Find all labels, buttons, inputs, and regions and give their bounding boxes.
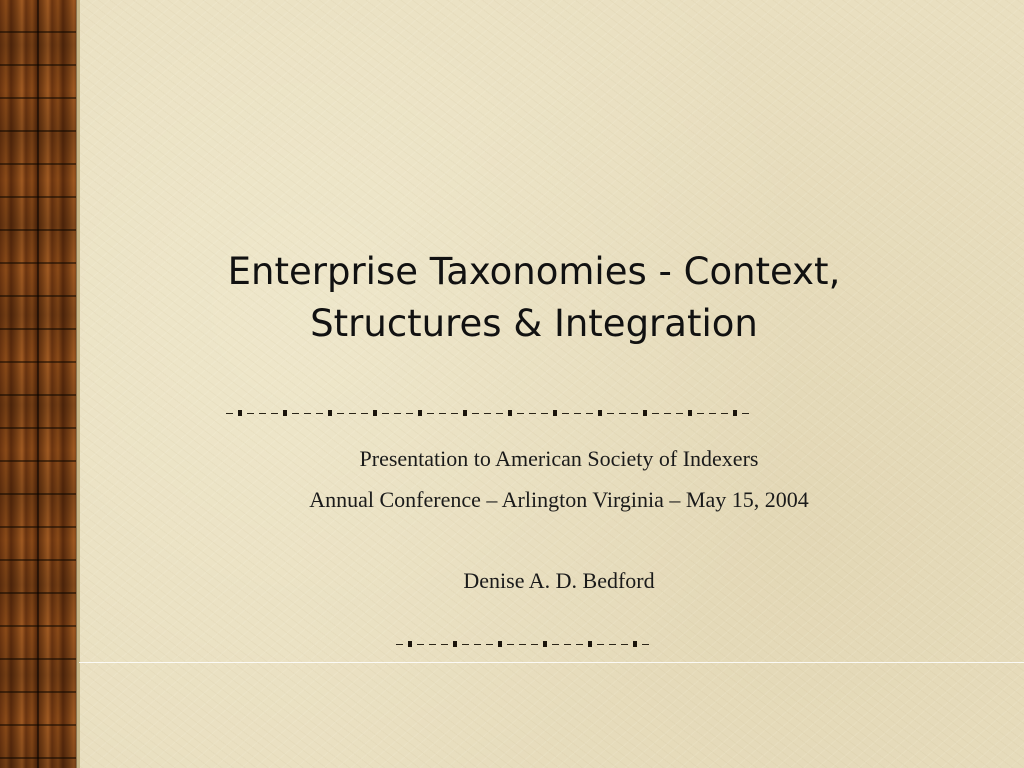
rule-square xyxy=(498,641,502,647)
rule-dash xyxy=(271,413,278,414)
rule-dash xyxy=(676,413,683,414)
rule-dash xyxy=(316,413,323,414)
title-line-1: Enterprise Taxonomies - Context, xyxy=(227,250,841,293)
rule-dash xyxy=(541,413,548,414)
rule-square xyxy=(553,410,557,416)
rule-dash xyxy=(439,413,446,414)
rule-dash xyxy=(486,644,493,645)
rule-dash xyxy=(562,413,569,414)
rule-dash xyxy=(462,644,469,645)
rule-dash xyxy=(451,413,458,414)
author-name: Denise A. D. Bedford xyxy=(463,568,655,593)
rule-square xyxy=(643,410,647,416)
rule-dash xyxy=(652,413,659,414)
rule-dash xyxy=(574,413,581,414)
rule-dash xyxy=(337,413,344,414)
rule-dash xyxy=(417,644,424,645)
rule-dash xyxy=(621,644,628,645)
rule-dash xyxy=(607,413,614,414)
title-line-2: Structures & Integration xyxy=(310,302,758,345)
rule-dash xyxy=(552,644,559,645)
rule-dash xyxy=(531,644,538,645)
rule-dash xyxy=(382,413,389,414)
rule-dash xyxy=(441,644,448,645)
rule-square xyxy=(598,410,602,416)
rule-square xyxy=(588,641,592,647)
rule-dash xyxy=(619,413,626,414)
rule-square xyxy=(328,410,332,416)
rule-dash xyxy=(721,413,728,414)
rule-square xyxy=(543,641,547,647)
rule-dash xyxy=(427,413,434,414)
rule-dash xyxy=(609,644,616,645)
rule-dash xyxy=(564,644,571,645)
rule-square xyxy=(463,410,467,416)
rule-dash xyxy=(496,413,503,414)
rule-dash xyxy=(226,413,233,414)
rule-dash xyxy=(709,413,716,414)
rule-square xyxy=(508,410,512,416)
rule-dash xyxy=(474,644,481,645)
rule-dash xyxy=(507,644,514,645)
rule-dash xyxy=(472,413,479,414)
rule-dash xyxy=(697,413,704,414)
rule-square xyxy=(633,641,637,647)
strip-edge-divider xyxy=(76,0,80,768)
rule-square xyxy=(733,410,737,416)
rule-square xyxy=(688,410,692,416)
rule-dash xyxy=(406,413,413,414)
rule-dash xyxy=(292,413,299,414)
rule-square xyxy=(418,410,422,416)
wood-border-strip xyxy=(0,0,76,768)
rule-dash xyxy=(642,644,649,645)
subtitle-line-2: Annual Conference – Arlington Virginia – May 15, 2004 xyxy=(309,487,809,512)
rule-square xyxy=(453,641,457,647)
rule-square xyxy=(283,410,287,416)
slide-title xyxy=(120,246,948,350)
rule-dash xyxy=(519,644,526,645)
subtitle-line-1: Presentation to American Society of Indexers xyxy=(359,446,759,471)
rule-square xyxy=(238,410,242,416)
rule-dash xyxy=(631,413,638,414)
rule-dash xyxy=(396,644,403,645)
horizontal-divider-line xyxy=(79,662,1024,663)
rule-dash xyxy=(529,413,536,414)
rule-dash xyxy=(394,413,401,414)
rule-dash xyxy=(597,644,604,645)
rule-dash xyxy=(429,644,436,645)
rule-dash xyxy=(304,413,311,414)
rule-dash xyxy=(576,644,583,645)
rule-dash xyxy=(517,413,524,414)
rule-dash xyxy=(586,413,593,414)
rule-dash xyxy=(742,413,749,414)
decorative-dotted-rule-bottom xyxy=(396,638,649,650)
rule-dash xyxy=(259,413,266,414)
rule-square xyxy=(373,410,377,416)
rule-dash xyxy=(484,413,491,414)
rule-dash xyxy=(361,413,368,414)
rule-dash xyxy=(349,413,356,414)
decorative-dotted-rule-top xyxy=(226,407,749,419)
rule-square xyxy=(408,641,412,647)
rule-dash xyxy=(664,413,671,414)
rule-dash xyxy=(247,413,254,414)
